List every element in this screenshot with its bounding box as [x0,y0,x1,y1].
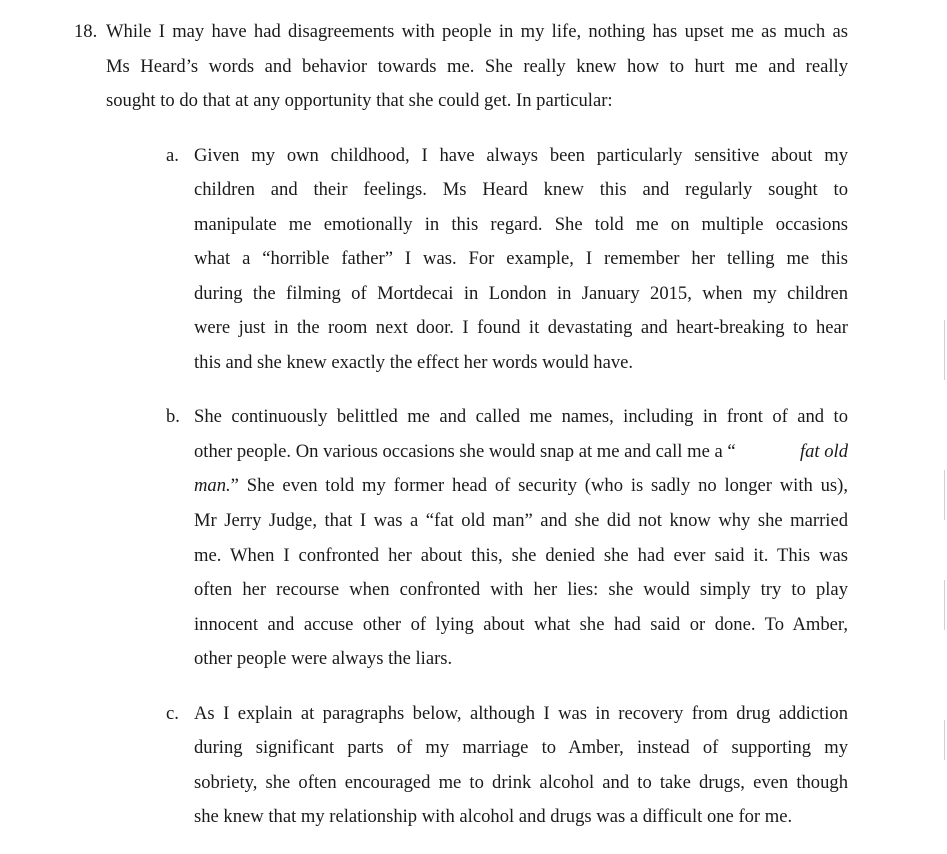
paragraph-line: While I may have had disagreements with people in my life, nothing has upset me as much as [106,21,848,42]
paragraph-line: sought to do that at any opportunity that she could get. In particular: [106,90,613,111]
list-marker: a. [166,145,179,166]
list-item-line: other people were always the liars. [194,648,453,669]
list-item-line: this and she knew exactly the effect her words would have. [194,352,634,373]
list-item-line [194,475,848,497]
list-item-line: sobriety, she often encouraged me to drink alcohol and to take drugs, even though [194,772,848,793]
list-item-line: what a “horrible father” I was. For example, I remember her telling me this [194,248,848,269]
list-item-line: often her recourse when confronted with her lies: she would simply try to play [194,579,848,600]
italic-quote: fat old [799,441,848,462]
list-item-line: As I explain at paragraphs below, although I was in recovery from drug addiction [194,703,848,724]
list-item-line: were just in the room next door. I found it devastating and heart-breaking to hear [194,317,848,338]
paragraph-number: 18. [74,21,98,42]
list-item-line: She continuously belittled me and called me names, including in front of and to [194,406,848,427]
list-item-line: manipulate me emotionally in this regard. She told me on multiple occasions [194,214,848,235]
scan-margin-mark [944,470,945,520]
list-marker: b. [166,406,180,427]
list-item-line: innocent and accuse other of lying about what she had said or done. To Amber, [194,614,848,635]
list-marker: c. [166,703,179,724]
list-item-line: Given my own childhood, I have always been particularly sensitive about my [194,145,848,166]
scan-margin-mark [944,580,945,630]
list-item-text: ” She even told my former head of security (who is sadly no longer with us), [230,475,848,496]
list-item-text: other people. On various occasions she would snap at me and call me a “ [194,441,736,462]
scan-margin-mark [944,320,945,380]
italic-quote: man. [194,475,231,496]
list-item-line: she knew that my relationship with alcohol and drugs was a difficult one for me. [194,806,793,827]
scan-margin-mark [944,720,945,760]
paragraph-line: Ms Heard’s words and behavior towards me. She really knew how to hurt me and really [106,56,848,77]
list-item-line [194,441,848,463]
list-item-line: me. When I confronted her about this, she denied she had ever said it. This was [194,545,848,566]
list-item-line: during significant parts of my marriage to Amber, instead of supporting my [194,737,848,758]
list-item-line: children and their feelings. Ms Heard knew this and regularly sought to [194,179,848,200]
list-item-line: during the filming of Mortdecai in London in January 2015, when my children [194,283,848,304]
list-item-line: Mr Jerry Judge, that I was a “fat old man” and she did not know why she married [194,510,848,531]
